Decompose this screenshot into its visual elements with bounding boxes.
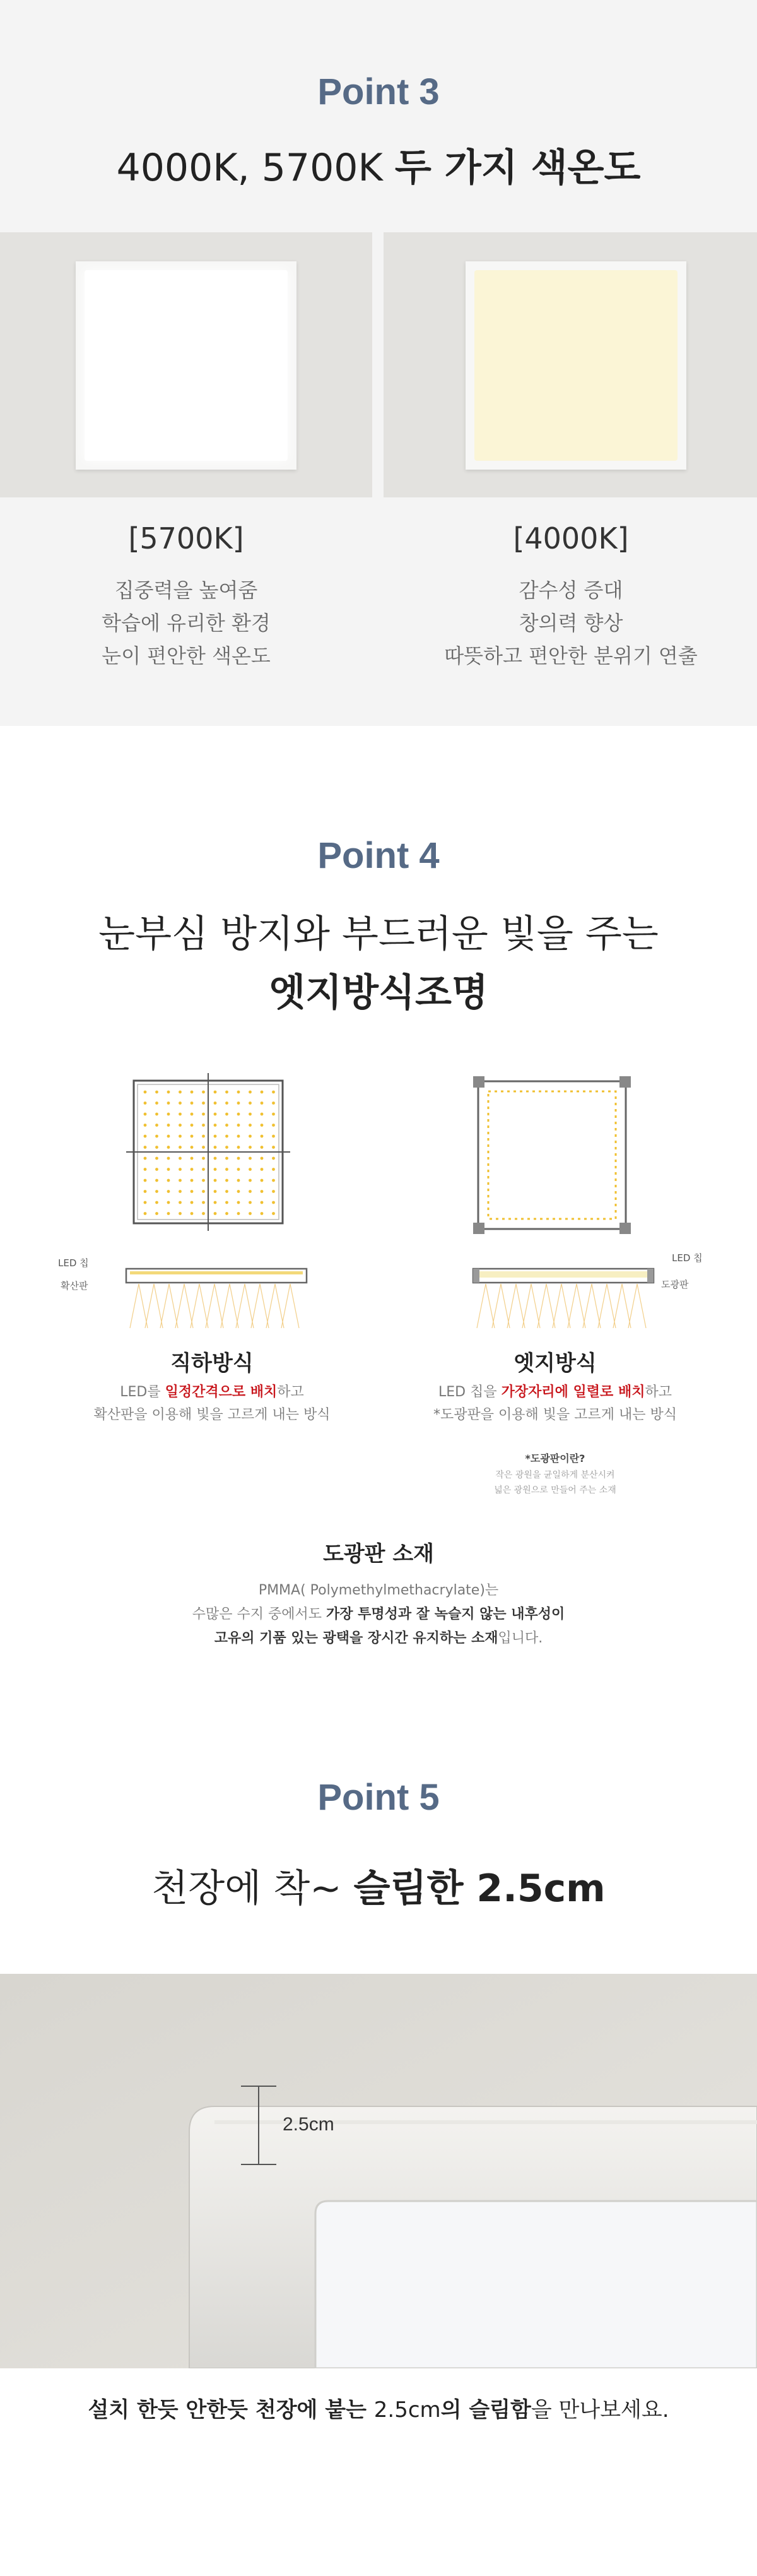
direct-lit-title: 직하방식 [170, 1351, 254, 1376]
led-dot [202, 1146, 205, 1149]
light-ray [507, 1284, 516, 1328]
led-dot [155, 1212, 158, 1215]
caption-4000k-title: [4000K] [513, 521, 629, 555]
edge-lit-title: 엣지방식 [513, 1351, 597, 1376]
led-dot [261, 1135, 264, 1138]
led-dot [225, 1201, 228, 1204]
light-ray [637, 1284, 646, 1328]
led-dot [249, 1212, 252, 1215]
material-text: 수많은 수지 중에서도 [192, 1606, 326, 1622]
led-dot [237, 1201, 240, 1204]
led-dot [191, 1124, 194, 1127]
led-dot [225, 1168, 228, 1171]
led-dot [214, 1190, 217, 1193]
led-dot [225, 1124, 228, 1127]
light-ray [191, 1284, 199, 1328]
point3-headline-light: 4000K, 5700K [116, 146, 395, 190]
light-ray [598, 1284, 607, 1328]
point4-label: Point 4 [317, 835, 440, 876]
material-emphasis: 고유의 기품 있는 광택을 장시간 유지하는 소재 [214, 1630, 498, 1646]
led-dot [237, 1190, 240, 1193]
led-dot [237, 1179, 240, 1182]
led-dot [225, 1146, 228, 1149]
led-dot [214, 1091, 217, 1094]
led-dot [272, 1101, 275, 1105]
led-dot [202, 1091, 205, 1094]
material-emphasis: 가장 투명성과 잘 녹슬지 않는 내후성이 [326, 1606, 565, 1622]
light-ray [145, 1284, 154, 1328]
point4-headline-line1: 눈부심 방지와 부드러운 빛을 주는 [98, 912, 659, 956]
led-dot [272, 1135, 275, 1138]
led-dot [249, 1157, 252, 1160]
led-dot [191, 1101, 194, 1105]
led-dot [214, 1124, 217, 1127]
led-dot [261, 1212, 264, 1215]
led-dot [179, 1135, 182, 1138]
led-dot [179, 1212, 182, 1215]
caption-5700k-line: 눈이 편안한 색온도 [102, 644, 271, 668]
direct-lit-desc-line2: 확산판을 이용해 빛을 고르게 내는 방식 [93, 1407, 331, 1423]
edge-lit-diagram [473, 1076, 631, 1234]
led-dot [179, 1201, 182, 1204]
lgp-note-title: *도광판이란? [525, 1452, 585, 1464]
light-ray [236, 1284, 245, 1328]
caption-4000k-line: 감수성 증대 [519, 578, 623, 602]
led-dot [155, 1157, 158, 1160]
led-dot [272, 1168, 275, 1171]
slim-profile-illustration [0, 1974, 757, 2368]
led-dot [179, 1190, 182, 1193]
led-dot [272, 1212, 275, 1215]
led-dot [249, 1124, 252, 1127]
led-dot [214, 1113, 217, 1116]
led-dot [249, 1168, 252, 1171]
lgp-note-line2: 넓은 광원으로 만들어 주는 소재 [494, 1485, 616, 1495]
bottom-text-bold: 설치 한듯 안한듯 천장에 붙는 [88, 2397, 374, 2423]
led-dot [249, 1190, 252, 1193]
bottom-text-bold: 슬림함 [469, 2397, 531, 2423]
led-dot [191, 1190, 194, 1193]
light-ray [251, 1284, 260, 1328]
led-dot [144, 1091, 147, 1094]
thickness-label: 2.5cm [283, 2114, 334, 2135]
led-dot [214, 1157, 217, 1160]
desc-text: 하고 [277, 1384, 304, 1400]
led-dot [144, 1157, 147, 1160]
point3-headline [0, 138, 757, 192]
led-dot [261, 1201, 264, 1204]
led-dot [202, 1201, 205, 1204]
led-dot [191, 1179, 194, 1182]
led-dot [179, 1124, 182, 1127]
led-dot [249, 1146, 252, 1149]
light-ray [290, 1284, 299, 1328]
light-ray [583, 1284, 592, 1328]
led-dot [202, 1157, 205, 1160]
led-dot [155, 1168, 158, 1171]
led-dot [202, 1168, 205, 1171]
led-dot [191, 1168, 194, 1171]
edge-lit-desc-line2: *도광판을 이용해 빛을 고르게 내는 방식 [433, 1407, 677, 1423]
point3-headline-bold: 두 가지 색온도 [394, 146, 641, 190]
led-dot [272, 1201, 275, 1204]
led-dot [249, 1113, 252, 1116]
slim-profile-photo [0, 1974, 757, 2368]
led-dot [261, 1157, 264, 1160]
led-dot [144, 1212, 147, 1215]
led-dot [167, 1168, 170, 1171]
led-dot [167, 1179, 170, 1182]
direct-lit-diagram [126, 1073, 290, 1231]
led-dot [214, 1135, 217, 1138]
photo-5700k [0, 232, 372, 497]
point3-section [0, 0, 757, 726]
led-dot [144, 1168, 147, 1171]
point4-headline-line2: 엣지방식조명 [269, 971, 488, 1015]
led-dot [225, 1157, 228, 1160]
led-dot [214, 1146, 217, 1149]
led-dot [237, 1124, 240, 1127]
bottom-text: 을 만나보세요. [531, 2397, 669, 2423]
edge-lit-desc-line1 [378, 1381, 732, 1401]
direct-lit-desc-line1 [35, 1381, 389, 1401]
point5-headline-light: 천장에 착~ [151, 1867, 354, 1911]
led-dot [261, 1113, 264, 1116]
material-text: 입니다. [498, 1630, 543, 1646]
bottom-text-bold: 의 [440, 2397, 469, 2423]
led-dot [261, 1190, 264, 1193]
led-dot [272, 1157, 275, 1160]
led-dot [144, 1101, 147, 1105]
point5-label: Point 5 [317, 1777, 440, 1818]
led-dot [179, 1101, 182, 1105]
led-dot [155, 1179, 158, 1182]
led-dot [214, 1201, 217, 1204]
led-dot [225, 1212, 228, 1215]
led-dot [155, 1146, 158, 1149]
material-line1: PMMA( Polymethylmethacrylate)는 [258, 1582, 499, 1598]
led-dot [167, 1124, 170, 1127]
light-ray [281, 1284, 290, 1328]
led-dot [179, 1168, 182, 1171]
light-ray [175, 1284, 184, 1328]
led-dot [272, 1146, 275, 1149]
led-dot [167, 1135, 170, 1138]
led-dot [237, 1146, 240, 1149]
led-dot [225, 1113, 228, 1116]
light-ray [492, 1284, 501, 1328]
led-dot [225, 1135, 228, 1138]
led-dot [225, 1179, 228, 1182]
point5-headline-bold: 슬림한 2.5cm [353, 1867, 606, 1911]
led-dot [214, 1101, 217, 1105]
led-dot [155, 1190, 158, 1193]
led-dot [144, 1179, 147, 1182]
material-line2 [126, 1603, 631, 1623]
led-dot [272, 1091, 275, 1094]
led-dot [202, 1135, 205, 1138]
led-dot [261, 1179, 264, 1182]
led-dot [167, 1190, 170, 1193]
led-dot [249, 1179, 252, 1182]
panel-light-4000k [474, 270, 678, 461]
caption-5700k-title: [5700K] [128, 521, 244, 555]
caption-5700k-line: 학습에 유리한 환경 [102, 611, 271, 635]
light-ray [522, 1284, 531, 1328]
led-dot [191, 1146, 194, 1149]
led-dot [214, 1168, 217, 1171]
light-ray [477, 1284, 486, 1328]
led-dot [179, 1179, 182, 1182]
led-dot [272, 1113, 275, 1116]
led-dot [272, 1190, 275, 1193]
led-dot [261, 1124, 264, 1127]
led-dot [179, 1146, 182, 1149]
desc-text: LED를 [120, 1384, 165, 1400]
led-dot [261, 1168, 264, 1171]
led-dot [237, 1101, 240, 1105]
led-dot [167, 1113, 170, 1116]
led-dot [261, 1091, 264, 1094]
lgp-note-line1: 작은 광원을 균일하게 분산시켜 [495, 1470, 615, 1480]
led-dot [155, 1091, 158, 1094]
label-led-chip-right: LED 칩 [672, 1252, 703, 1264]
led-dot [225, 1101, 228, 1105]
led-dot [144, 1124, 147, 1127]
led-dot [237, 1091, 240, 1094]
desc-highlight: 가장자리에 일렬로 배치 [501, 1384, 645, 1400]
led-dot [225, 1190, 228, 1193]
led-dot [249, 1091, 252, 1094]
led-dot [237, 1168, 240, 1171]
point5-bottom-text [0, 2392, 757, 2423]
led-dot [167, 1157, 170, 1160]
caption-4000k-line: 따뜻하고 편안한 분위기 연출 [444, 644, 698, 668]
light-ray [130, 1284, 139, 1328]
led-dot [237, 1113, 240, 1116]
led-dot [237, 1212, 240, 1215]
led-dot [167, 1212, 170, 1215]
light-ray [160, 1284, 169, 1328]
led-dot [261, 1101, 264, 1105]
led-dot [202, 1124, 205, 1127]
led-dot [167, 1201, 170, 1204]
led-dot [155, 1124, 158, 1127]
led-dot [155, 1201, 158, 1204]
label-diffuser: 확산판 [61, 1280, 88, 1291]
led-dot [191, 1157, 194, 1160]
led-dot [249, 1201, 252, 1204]
led-dot [179, 1157, 182, 1160]
led-dot [214, 1212, 217, 1215]
light-ray [628, 1284, 637, 1328]
led-dot [167, 1146, 170, 1149]
material-title: 도광판 소재 [322, 1541, 435, 1567]
light-ray [266, 1284, 275, 1328]
led-dot [272, 1179, 275, 1182]
led-dot [191, 1113, 194, 1116]
led-dot [144, 1146, 147, 1149]
edge-lit-side-view [461, 1262, 662, 1332]
led-dot [144, 1201, 147, 1204]
bottom-text: 2.5cm [373, 2397, 441, 2423]
led-dot [191, 1091, 194, 1094]
led-dot [144, 1135, 147, 1138]
light-ray [553, 1284, 561, 1328]
led-dot [191, 1201, 194, 1204]
led-dot [167, 1101, 170, 1105]
led-dot [237, 1157, 240, 1160]
led-dot [249, 1101, 252, 1105]
led-dot [202, 1190, 205, 1193]
light-ray [613, 1284, 622, 1328]
desc-text: 하고 [645, 1384, 672, 1400]
led-dot [261, 1146, 264, 1149]
led-dot [225, 1091, 228, 1094]
panel-light-5700k [85, 270, 288, 461]
label-led-chip-left: LED 칩 [58, 1257, 89, 1269]
led-dot [272, 1124, 275, 1127]
desc-highlight: 일정간격으로 배치 [165, 1384, 278, 1400]
led-dot [155, 1101, 158, 1105]
led-dot [179, 1113, 182, 1116]
caption-4000k-line: 창의력 향상 [519, 611, 623, 635]
light-ray [537, 1284, 546, 1328]
point5-headline [0, 1858, 757, 1913]
led-dot [237, 1135, 240, 1138]
desc-text: LED 칩을 [438, 1384, 502, 1400]
point3-label: Point 3 [317, 71, 440, 112]
led-dot [191, 1212, 194, 1215]
led-dot [202, 1179, 205, 1182]
light-ray [206, 1284, 214, 1328]
material-line3 [126, 1627, 631, 1647]
led-dot [155, 1135, 158, 1138]
light-ray [221, 1284, 230, 1328]
photo-4000k [384, 232, 757, 497]
caption-5700k-line: 집중력을 높여줌 [114, 578, 258, 602]
led-dot [191, 1135, 194, 1138]
led-dot [214, 1179, 217, 1182]
led-dot [155, 1113, 158, 1116]
led-dot [202, 1113, 205, 1116]
led-dot [202, 1101, 205, 1105]
led-dot [144, 1190, 147, 1193]
led-dot [202, 1212, 205, 1215]
led-dot [144, 1113, 147, 1116]
direct-lit-side-view [114, 1262, 315, 1332]
led-dot [167, 1091, 170, 1094]
led-dot [249, 1135, 252, 1138]
light-ray [568, 1284, 577, 1328]
led-dot [179, 1091, 182, 1094]
label-light-guide-plate: 도광판 [661, 1279, 689, 1290]
